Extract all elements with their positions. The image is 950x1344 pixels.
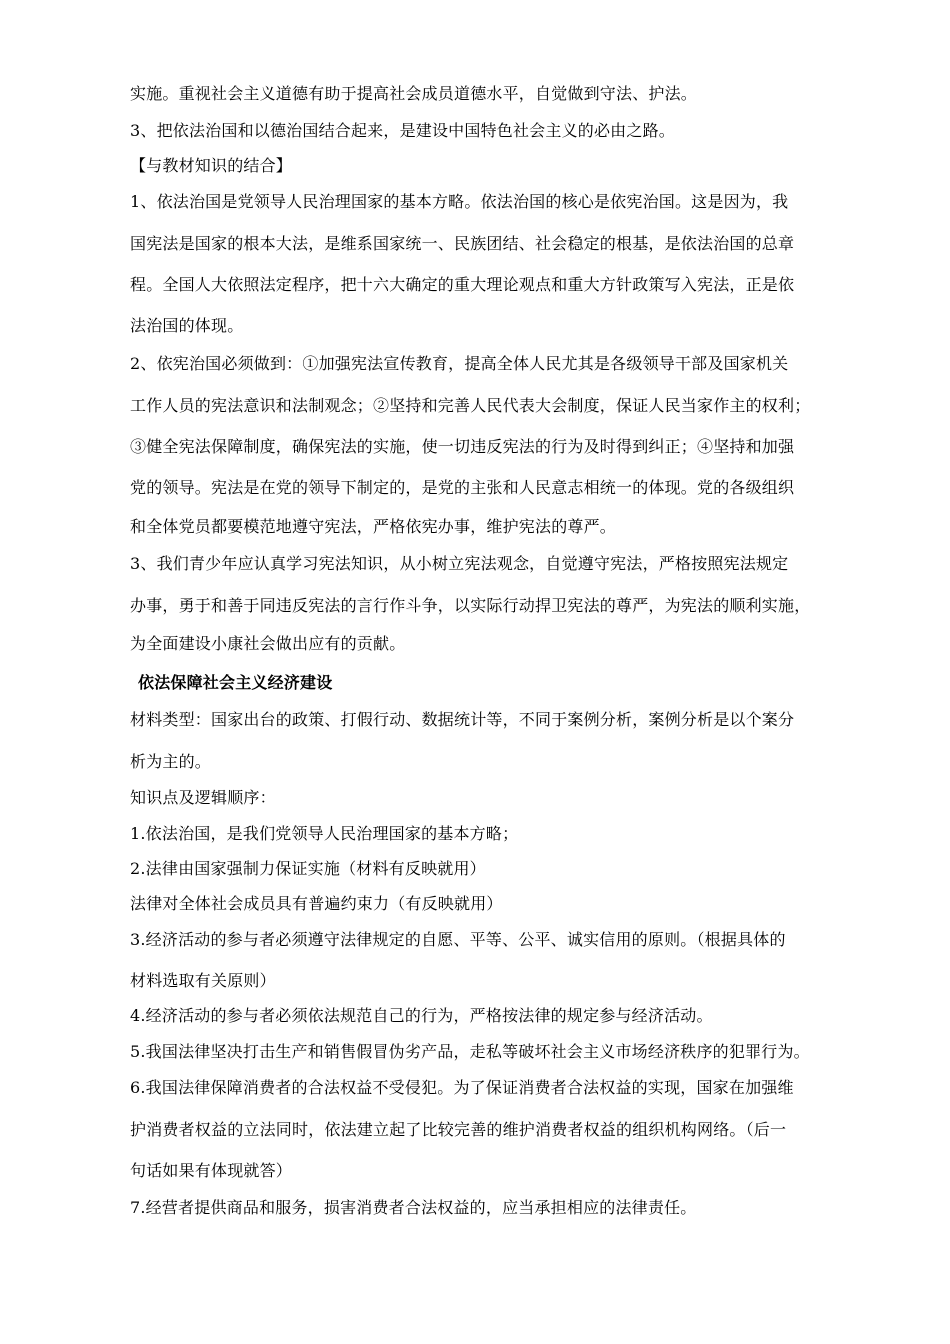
text-line: 法治国的体现。: [130, 316, 244, 335]
section-title: 【与教材知识的结合】: [130, 156, 293, 175]
text-line: 为全面建设小康社会做出应有的贡献。: [130, 634, 406, 653]
list-item: 护消费者权益的立法同时，依法建立起了比较完善的维护消费者权益的组织机构网络。（后一: [130, 1120, 787, 1139]
text-line: 3、我们青少年应认真学习宪法知识，从小树立宪法观念，自觉遵守宪法，严格按照宪法规定: [130, 554, 789, 573]
list-item: 6.我国法律保障消费者的合法权益不受侵犯。为了保证消费者合法权益的实现，国家在加强维: [130, 1078, 794, 1097]
list-item: 材料选取有关原则）: [130, 971, 276, 990]
text-line: 1、依法治国是党领导人民治理国家的基本方略。依法治国的核心是依宪治国。这是因为，我: [130, 192, 789, 211]
text-line: 党的领导。宪法是在党的领导下制定的，是党的主张和人民意志相统一的体现。党的各级组织: [130, 478, 795, 497]
text-line: 和全体党员都要模范地遵守宪法，严格依宪办事，维护宪法的尊严。: [130, 517, 617, 536]
list-item: 5.我国法律坚决打击生产和销售假冒伪劣产品，走私等破坏社会主义市场经济秩序的犯罪行为。: [130, 1042, 810, 1061]
text-line: 办事，勇于和善于同违反宪法的言行作斗争，以实际行动捍卫宪法的尊严，为宪法的顺利实施，: [130, 596, 811, 615]
list-item: 法律对全体社会成员具有普遍约束力（有反映就用）: [130, 894, 503, 913]
text-line: 知识点及逻辑顺序：: [130, 788, 276, 807]
list-item: 1.依法治国，是我们党领导人民治理国家的基本方略；: [130, 824, 519, 843]
text-line: 3、把依法治国和以德治国结合起来，是建设中国特色社会主义的必由之路。: [130, 121, 675, 140]
section-heading: 依法保障社会主义经济建设: [138, 673, 333, 692]
list-item: 2.法律由国家强制力保证实施（材料有反映就用）: [130, 859, 486, 878]
text-line: 程。全国人大依照法定程序，把十六大确定的重大理论观点和重大方针政策写入宪法，正是依: [130, 275, 795, 294]
text-line: 国宪法是国家的根本大法，是维系国家统一、民族团结、社会稳定的根基，是依法治国的总章: [130, 234, 795, 253]
text-line: 工作人员的宪法意识和法制观念；②坚持和完善人民代表大会制度，保证人民当家作主的权利；: [130, 396, 811, 415]
text-line: ③健全宪法保障制度，确保宪法的实施，使一切违反宪法的行为及时得到纠正；④坚持和加强: [130, 437, 795, 456]
text-line: 2、依宪治国必须做到：①加强宪法宣传教育，提高全体人民尤其是各级领导干部及国家机关: [130, 354, 789, 373]
list-item: 句话如果有体现就答）: [130, 1161, 293, 1180]
text-line: 材料类型：国家出台的政策、打假行动、数据统计等，不同于案例分析，案例分析是以个案分: [130, 710, 795, 729]
list-item: 7.经营者提供商品和服务，损害消费者合法权益的，应当承担相应的法律责任。: [130, 1198, 697, 1217]
text-line: 实施。重视社会主义道德有助于提高社会成员道德水平，自觉做到守法、护法。: [130, 84, 698, 103]
text-line: 析为主的。: [130, 752, 212, 771]
list-item: 3.经济活动的参与者必须遵守法律规定的自愿、平等、公平、诚实信用的原则。（根据具体的: [130, 930, 786, 949]
list-item: 4.经济活动的参与者必须依法规范自己的行为，严格按法律的规定参与经济活动。: [130, 1006, 713, 1025]
